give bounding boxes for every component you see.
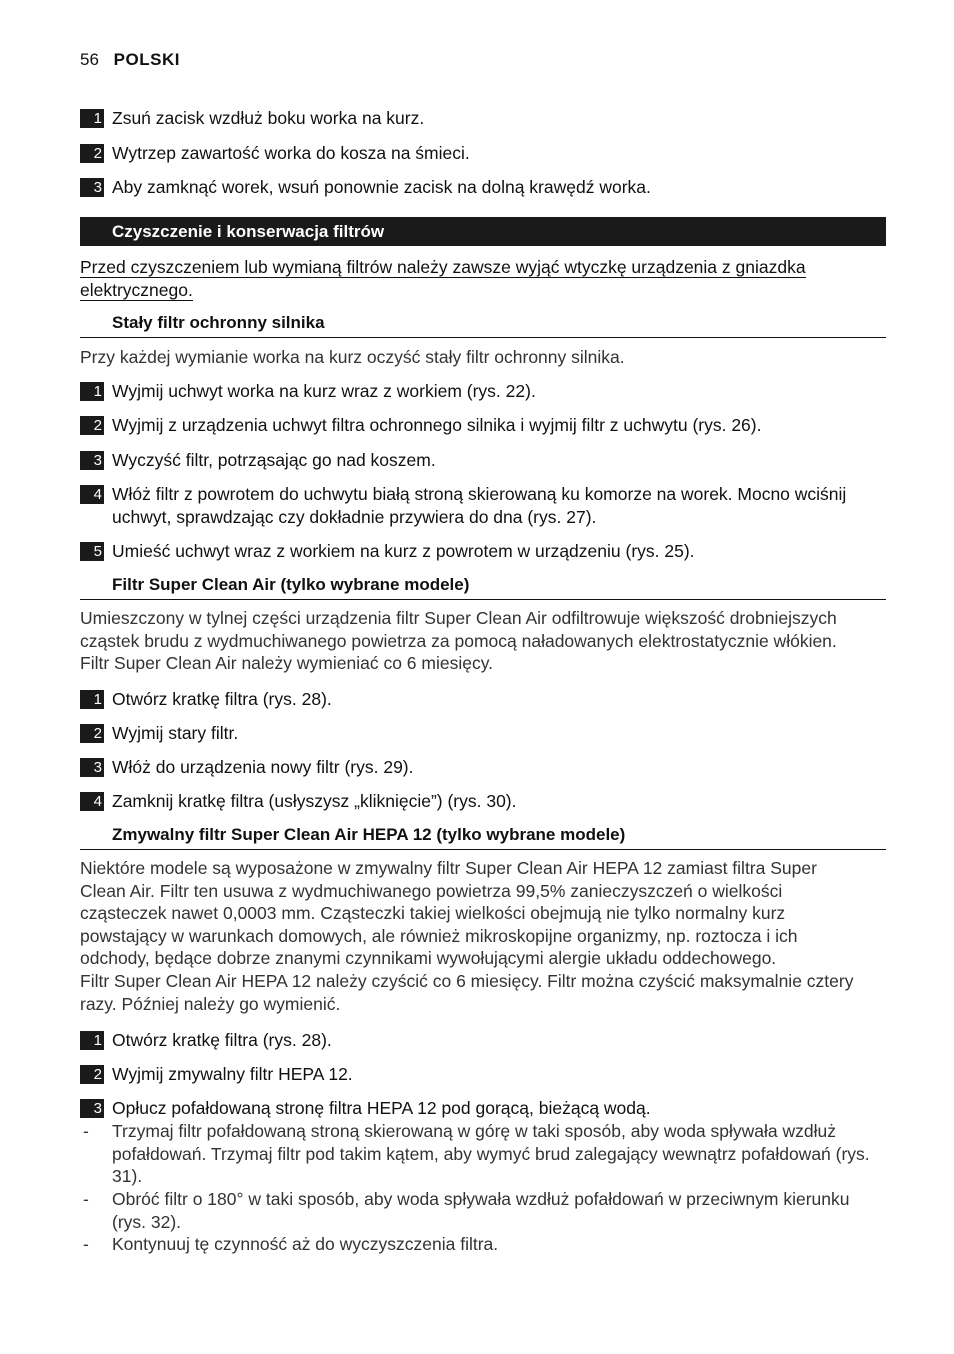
- paragraph: [80, 607, 886, 675]
- step-item: [80, 1063, 886, 1086]
- subsection-heading: Stały filtr ochronny silnika: [80, 311, 886, 338]
- step-number: 1: [80, 382, 104, 401]
- step-item: [80, 1029, 886, 1052]
- paragraph-line: razy. Później należy go wymienić.: [80, 993, 341, 1014]
- step-number: 2: [80, 144, 104, 163]
- step-text: Otwórz kratkę filtra (rys. 28).: [112, 689, 332, 709]
- step-number: 3: [80, 178, 104, 197]
- warning-line: Przed czyszczeniem lub wymianą filtrów należy zawsze wyjąć wtyczkę urządzenia z gniazdka: [80, 257, 806, 277]
- step-number: 3: [80, 451, 104, 470]
- step-item: [80, 107, 886, 130]
- paragraph-line: Clean Air. Filtr ten usuwa z wydmuchiwanego powietrza 99,5% zanieczyszczeń o wielkości: [80, 880, 783, 901]
- step-text: Wyjmij stary filtr.: [112, 723, 239, 743]
- subsection-heading: Filtr Super Clean Air (tylko wybrane modele): [80, 573, 886, 600]
- dash-mark: -: [83, 1234, 89, 1254]
- dash-list-item: [80, 1233, 886, 1256]
- step-item: [80, 142, 886, 165]
- step-number: 3: [80, 758, 104, 777]
- step-text: Aby zamknąć worek, wsuń ponownie zacisk na dolną krawędź worka.: [112, 177, 651, 197]
- warning-note: [80, 256, 886, 301]
- step-item: [80, 176, 886, 199]
- step-item: [80, 449, 886, 472]
- step-text: Włóż do urządzenia nowy filtr (rys. 29).: [112, 757, 414, 777]
- step-item: [80, 688, 886, 711]
- step-number: 1: [80, 1031, 104, 1050]
- step-item: [80, 414, 886, 437]
- paragraph-line: Filtr Super Clean Air należy wymieniać co 6 miesięcy.: [80, 653, 494, 674]
- step-item: [80, 380, 886, 403]
- step-number: 2: [80, 724, 104, 743]
- step-text: Wyczyść filtr, potrząsając go nad koszem.: [112, 450, 436, 470]
- step-number: 3: [80, 1099, 104, 1118]
- paragraph-line: Umieszczony w tylnej części urządzenia filtr Super Clean Air odfiltrowuje większość drobniejszych: [80, 608, 837, 628]
- step-item: [80, 483, 886, 528]
- step-text: Otwórz kratkę filtra (rys. 28).: [112, 1030, 332, 1050]
- step-text: Wytrzep zawartość worka do kosza na śmieci.: [112, 143, 470, 163]
- step-text: Wyjmij zmywalny filtr HEPA 12.: [112, 1064, 353, 1084]
- step-item: [80, 722, 886, 745]
- step-number: 2: [80, 1065, 104, 1084]
- dash-list-item: [80, 1188, 886, 1233]
- subsection-heading: Zmywalny filtr Super Clean Air HEPA 12 (tylko wybrane modele): [80, 823, 886, 850]
- step-item: [80, 756, 886, 779]
- step-number: 4: [80, 792, 104, 811]
- step-text: Włóż filtr z powrotem do uchwytu białą stroną skierowaną ku komorze na worek. Mocno wciśnij uchwyt, sprawdzając czy dokładnie przywiera do dna (rys. 27).: [112, 484, 847, 527]
- step-text: Wyjmij z urządzenia uchwyt filtra ochronnego silnika i wyjmij filtr z uchwytu (rys. 26).: [112, 415, 762, 435]
- step-item: [80, 1097, 886, 1120]
- paragraph-line: odchody, będące dobrze znanymi czynnikami wywołującymi alergie układu oddechowego.: [80, 948, 777, 969]
- dash-mark: -: [83, 1189, 89, 1209]
- step-item: [80, 790, 886, 813]
- warning-line: elektrycznego.: [80, 279, 193, 300]
- step-text: Zsuń zacisk wzdłuż boku worka na kurz.: [112, 108, 425, 128]
- paragraph: [80, 346, 886, 369]
- step-text: Opłucz pofałdowaną stronę filtra HEPA 12 pod gorącą, bieżącą wodą.: [112, 1098, 651, 1118]
- paragraph: [80, 857, 886, 1015]
- page-header: [80, 50, 180, 70]
- paragraph-line: cząsteczek nawet 0,0003 mm. Cząsteczki takiej wielkości obejmują nie tylko normalny kurz: [80, 903, 786, 924]
- paragraph-line: Filtr Super Clean Air HEPA 12 należy czyścić co 6 miesięcy. Filtr można czyścić maksymalnie cztery: [80, 970, 854, 991]
- step-number: 1: [80, 690, 104, 709]
- paragraph-line: cząstek brudu z wydmuchiwanego powietrza za pomocą naładowanych elektrostatycznie włókien.: [80, 630, 837, 651]
- dash-mark: -: [83, 1121, 89, 1141]
- paragraph-line: Przy każdej wymianie worka na kurz oczyść stały filtr ochronny silnika.: [80, 347, 625, 367]
- dash-text: Obróć filtr o 180° w taki sposób, aby woda spływała wzdłuż pofałdowań w przeciwnym kierunku (rys. 32).: [112, 1189, 850, 1232]
- dash-text: Kontynuuj tę czynność aż do wyczyszczenia filtra.: [112, 1234, 499, 1254]
- step-number: 1: [80, 109, 104, 128]
- step-text: Zamknij kratkę filtra (usłyszysz „kliknięcie”) (rys. 30).: [112, 791, 517, 811]
- step-item: [80, 540, 886, 563]
- step-number: 2: [80, 416, 104, 435]
- paragraph-line: Niektóre modele są wyposażone w zmywalny filtr Super Clean Air HEPA 12 zamiast filtra Super: [80, 858, 817, 878]
- step-text: Wyjmij uchwyt worka na kurz wraz z workiem (rys. 22).: [112, 381, 536, 401]
- language-title: POLSKI: [113, 50, 180, 69]
- dash-list-item: [80, 1120, 886, 1188]
- step-text: Umieść uchwyt wraz z workiem na kurz z powrotem w urządzeniu (rys. 25).: [112, 541, 695, 561]
- section-title-bar: Czyszczenie i konserwacja filtrów: [80, 217, 886, 246]
- paragraph-line: powstający w warunkach domowych, ale również mikroskopijne organizmy, np. roztocza i ich: [80, 925, 798, 946]
- page-number: 56: [80, 50, 99, 69]
- step-number: 5: [80, 542, 104, 561]
- step-number: 4: [80, 485, 104, 504]
- dash-text: Trzymaj filtr pofałdowaną stroną skierowaną w górę w taki sposób, aby woda spływała wzdłuż pofałdowań. Trzymaj filtr pod takim kątem, aby wymyć brud zalegający wewnątrz pofałdowań (rys. 31).: [112, 1121, 870, 1187]
